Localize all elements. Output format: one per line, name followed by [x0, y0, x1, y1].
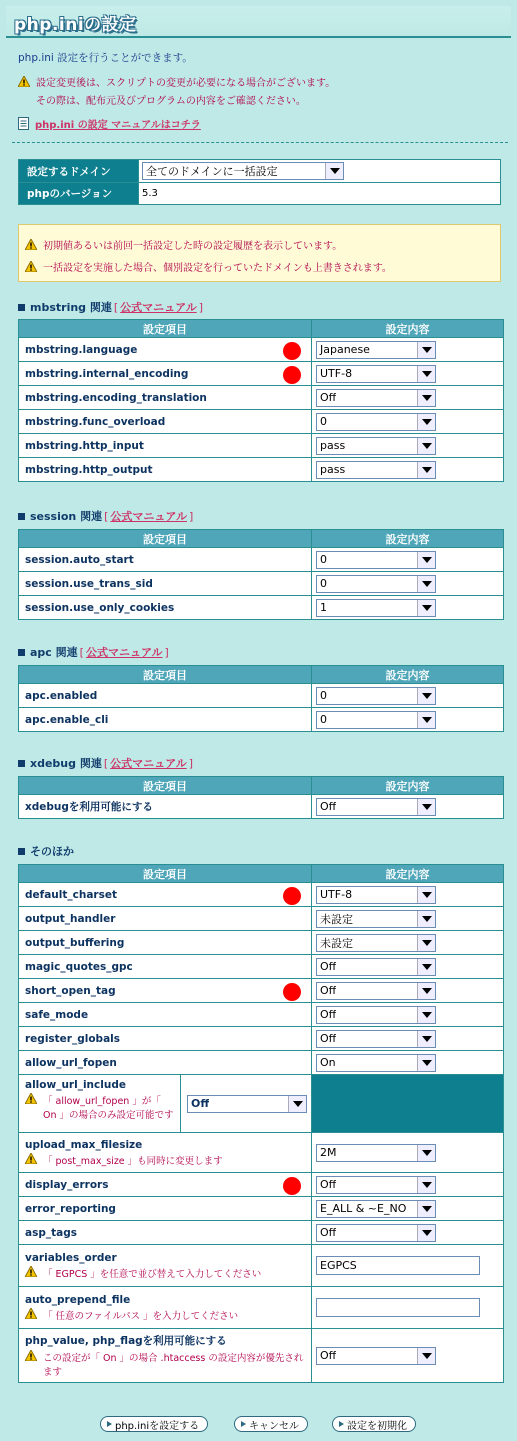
select-value: Off — [320, 984, 337, 997]
chevron-down-icon — [417, 1031, 435, 1047]
table-row — [19, 1003, 504, 1027]
table-row — [19, 434, 504, 458]
section-heading-session: session 関連 [ 公式マニュアル ] — [18, 508, 193, 524]
select-value: Off — [320, 1008, 337, 1021]
arrow-right-icon — [339, 1421, 344, 1427]
chevron-down-icon — [417, 552, 435, 568]
select-value: 0 — [320, 713, 327, 726]
warning-icon — [25, 239, 37, 250]
table-row — [19, 386, 504, 410]
setting-note — [25, 1093, 174, 1121]
table-row — [19, 548, 504, 572]
note-text: 「 EGPCS 」を任意で並び替えて入力してください — [43, 1268, 262, 1280]
warning-text-2: その際は、配布元及びプログラムの内容をご確認ください。 — [36, 96, 306, 107]
warning-line-2 — [36, 92, 306, 107]
table-row — [19, 1173, 504, 1197]
manual-link-session[interactable]: 公式マニュアル — [110, 510, 187, 523]
chevron-down-icon — [417, 462, 435, 478]
chevron-down-icon — [417, 576, 435, 592]
setting-select[interactable] — [316, 934, 436, 952]
warning-icon — [25, 1308, 37, 1319]
variables-order-input[interactable] — [316, 1256, 480, 1275]
setting-key: register_globals — [25, 1032, 121, 1045]
setting-select[interactable] — [316, 413, 436, 431]
chevron-down-icon — [417, 600, 435, 616]
col-header-item: 設定項目 — [19, 865, 312, 883]
warning-icon — [25, 261, 37, 272]
intro-text: php.ini 設定を行うことができます。 — [18, 52, 193, 64]
version-label: phpのバージョン — [19, 183, 139, 205]
select-value: 1 — [320, 601, 327, 614]
setting-select[interactable] — [316, 1030, 436, 1048]
note-text: 「 post_max_size 」も同時に変更します — [43, 1155, 223, 1167]
auto-prepend-input[interactable] — [316, 1298, 480, 1317]
setting-key: magic_quotes_gpc — [25, 960, 133, 973]
setting-key: output_handler — [25, 912, 116, 925]
chevron-down-icon — [417, 438, 435, 454]
table-row — [19, 362, 504, 386]
section-heading-apc: apc 関連 [ 公式マニュアル ] — [18, 644, 169, 660]
setting-key: mbstring.encoding_translation — [25, 391, 207, 404]
table-row — [19, 1133, 504, 1173]
chevron-down-icon — [417, 935, 435, 951]
col-header-value: 設定内容 — [312, 530, 504, 548]
select-value: Off — [320, 800, 337, 813]
setting-key: php_value, php_flagを利用可能にする — [25, 1335, 227, 1347]
reset-button[interactable] — [332, 1416, 416, 1432]
cancel-button[interactable] — [234, 1416, 308, 1432]
setting-note — [25, 1350, 305, 1378]
col-header-item: 設定項目 — [19, 777, 312, 795]
select-value: 0 — [320, 689, 327, 702]
chevron-down-icon — [417, 1177, 435, 1193]
select-value: Off — [191, 1097, 210, 1110]
note-text: 「 allow_url_fopen 」が「 On 」の場合のみ設定可能です — [43, 1096, 174, 1121]
chevron-down-icon — [417, 1201, 435, 1217]
warning-icon — [25, 1093, 37, 1104]
chevron-down-icon — [417, 390, 435, 406]
col-header-value: 設定内容 — [312, 777, 504, 795]
section-heading-mbstring: mbstring 関連 [ 公式マニュアル ] — [18, 299, 203, 315]
warning-icon — [25, 1153, 37, 1164]
chevron-down-icon — [417, 911, 435, 927]
manual-link[interactable] — [18, 116, 201, 131]
arrow-right-icon — [241, 1421, 246, 1427]
setting-select[interactable] — [316, 1006, 436, 1024]
table-row — [19, 1051, 504, 1075]
setting-key: apc.enabled — [25, 689, 98, 702]
chevron-down-icon — [417, 983, 435, 999]
manual-link-text[interactable]: php.ini の設定 マニュアルはコチラ — [35, 120, 201, 131]
setting-select[interactable] — [187, 1095, 307, 1113]
table-row — [19, 410, 504, 434]
setting-key: asp_tags — [25, 1226, 77, 1239]
domain-select-value: 全てのドメインに一括設定 — [146, 165, 278, 178]
setting-key: mbstring.internal_encoding — [25, 367, 189, 380]
setting-note — [25, 1266, 305, 1280]
setting-key: short_open_tag — [25, 984, 116, 997]
select-value: Off — [320, 960, 337, 973]
other-table — [18, 864, 504, 1383]
col-header-item: 設定項目 — [19, 320, 312, 338]
setting-key: display_errors — [25, 1178, 109, 1191]
warning-text-1: 設定変更後は、スクリプトの変更が必要になる場合がございます。 — [36, 78, 336, 89]
section-title: mbstring 関連 — [30, 301, 112, 314]
table-row — [19, 883, 504, 907]
setting-select[interactable] — [316, 910, 436, 928]
select-value: 未設定 — [320, 936, 353, 950]
select-value: 0 — [320, 577, 327, 590]
setting-select[interactable] — [316, 551, 436, 569]
required-dot — [283, 887, 301, 905]
setting-select[interactable] — [316, 687, 436, 705]
chevron-down-icon — [288, 1096, 306, 1112]
select-value: UTF-8 — [320, 888, 353, 901]
required-dot — [283, 366, 301, 384]
setting-key: session.use_only_cookies — [25, 601, 175, 614]
select-value: 2M — [320, 1146, 337, 1159]
reset-button-label: 設定を初期化 — [347, 1420, 407, 1432]
notice-line-2 — [25, 259, 392, 274]
mbstring-table — [18, 319, 504, 482]
table-row — [19, 338, 504, 362]
select-value: Japanese — [320, 343, 370, 356]
setting-select[interactable] — [316, 341, 436, 359]
section-heading-xdebug: xdebug 関連 [ 公式マニュアル ] — [18, 755, 193, 771]
required-dot — [283, 1177, 301, 1195]
table-row — [19, 1075, 504, 1133]
chevron-down-icon — [417, 959, 435, 975]
setting-select[interactable] — [316, 461, 436, 479]
table-row — [19, 1287, 504, 1329]
setting-select[interactable] — [316, 1224, 436, 1242]
setting-key: mbstring.http_output — [25, 463, 153, 476]
col-header-value: 設定内容 — [312, 320, 504, 338]
document-icon — [18, 117, 29, 130]
col-header-item: 設定項目 — [19, 666, 312, 684]
chevron-down-icon — [417, 1225, 435, 1241]
page-title: php.iniの設定 — [14, 15, 137, 35]
domain-table — [18, 159, 501, 205]
setting-key: auto_prepend_file — [25, 1293, 131, 1306]
notice-text-1: 初期値あるいは前回一括設定した時の設定履歴を表示しています。 — [43, 241, 343, 252]
setting-select[interactable] — [316, 1200, 436, 1218]
col-header-value: 設定内容 — [312, 666, 504, 684]
select-value: Off — [320, 391, 337, 404]
chevron-down-icon — [417, 799, 435, 815]
required-dot — [283, 983, 301, 1001]
setting-key: mbstring.http_input — [25, 439, 144, 452]
divider — [12, 142, 508, 143]
section-title: そのほか — [30, 845, 74, 858]
table-row — [19, 1027, 504, 1051]
select-value: Off — [320, 1349, 337, 1362]
section-title: session 関連 — [30, 510, 103, 523]
note-text: 「 任意のファイルパス 」を入力してください — [43, 1310, 239, 1322]
version-value: 5.3 — [139, 183, 501, 205]
select-value: Off — [320, 1226, 337, 1239]
setting-select[interactable] — [316, 958, 436, 976]
required-dot — [283, 342, 301, 360]
warning-icon — [25, 1266, 37, 1277]
table-row — [19, 1245, 504, 1287]
setting-key: output_buffering — [25, 936, 125, 949]
setting-note — [25, 1153, 305, 1167]
apc-table — [18, 665, 504, 732]
setting-key: session.auto_start — [25, 553, 134, 566]
setting-select[interactable] — [316, 1054, 436, 1072]
table-row — [19, 458, 504, 482]
table-row — [19, 572, 504, 596]
select-value: Off — [320, 1178, 337, 1191]
select-value: 未設定 — [320, 912, 353, 926]
notice-text-2: 一括設定を実施した場合、個別設定を行っていたドメインも上書きされます。 — [43, 263, 392, 274]
setting-key: xdebugを利用可能にする — [25, 801, 153, 813]
col-header-value: 設定内容 — [312, 865, 504, 883]
domain-label: 設定するドメイン — [19, 160, 139, 183]
session-table — [18, 529, 504, 620]
xdebug-table — [18, 776, 504, 819]
setting-key: upload_max_filesize — [25, 1138, 143, 1151]
setting-key: mbstring.language — [25, 343, 138, 356]
chevron-down-icon — [417, 342, 435, 358]
chevron-down-icon — [417, 712, 435, 728]
select-value: UTF-8 — [320, 367, 353, 380]
chevron-down-icon — [417, 1055, 435, 1071]
chevron-down-icon — [417, 414, 435, 430]
table-row — [19, 979, 504, 1003]
chevron-down-icon — [325, 163, 343, 179]
table-row — [19, 795, 504, 819]
title-bar — [6, 6, 511, 38]
col-header-item: 設定項目 — [19, 530, 312, 548]
setting-key: allow_url_include — [25, 1079, 126, 1091]
setting-note — [25, 1308, 305, 1322]
warning-icon — [18, 76, 30, 87]
select-value: 0 — [320, 415, 327, 428]
section-title: xdebug 関連 — [30, 757, 102, 770]
select-value: pass — [320, 439, 346, 452]
manual-link-xdebug[interactable]: 公式マニュアル — [110, 757, 187, 770]
select-value: Off — [320, 1032, 337, 1045]
section-heading-other — [18, 843, 74, 859]
setting-select[interactable] — [316, 1347, 436, 1365]
arrow-right-icon — [107, 1421, 112, 1427]
select-value: On — [320, 1056, 336, 1069]
setting-key: mbstring.func_overload — [25, 415, 166, 428]
submit-button-label: php.iniを設定する — [115, 1420, 200, 1432]
setting-select[interactable] — [316, 1144, 436, 1162]
setting-select[interactable] — [316, 886, 436, 904]
notice-line-1 — [25, 237, 342, 252]
setting-key: error_reporting — [25, 1202, 116, 1215]
submit-button[interactable] — [100, 1416, 208, 1432]
note-text: この設定が「 On 」の場合 .htaccess の設定内容が優先されます — [43, 1353, 304, 1378]
setting-select[interactable] — [316, 798, 436, 816]
table-row — [19, 955, 504, 979]
warning-icon — [25, 1350, 37, 1361]
warning-line-1 — [18, 74, 335, 89]
select-value: 0 — [320, 553, 327, 566]
setting-select[interactable] — [316, 711, 436, 729]
setting-select[interactable] — [316, 1176, 436, 1194]
disabled-cell — [312, 1075, 504, 1133]
manual-link-apc[interactable]: 公式マニュアル — [85, 646, 163, 659]
table-row — [19, 1221, 504, 1245]
setting-key: safe_mode — [25, 1008, 89, 1021]
setting-select[interactable] — [316, 982, 436, 1000]
table-row — [19, 931, 504, 955]
chevron-down-icon — [417, 1348, 435, 1364]
setting-select[interactable] — [316, 599, 436, 617]
table-row — [19, 684, 504, 708]
setting-select[interactable] — [316, 365, 436, 383]
manual-link-mbstring[interactable]: 公式マニュアル — [120, 301, 197, 314]
table-row — [19, 708, 504, 732]
table-row — [19, 1197, 504, 1221]
domain-select[interactable] — [142, 162, 344, 180]
select-value: E_ALL & ~E_NO — [320, 1202, 407, 1215]
table-row — [19, 907, 504, 931]
section-title: apc 関連 — [30, 646, 78, 659]
select-value: pass — [320, 463, 346, 476]
table-row — [19, 1329, 504, 1383]
chevron-down-icon — [417, 1007, 435, 1023]
chevron-down-icon — [417, 1145, 435, 1161]
setting-select[interactable] — [316, 389, 436, 407]
setting-key: apc.enable_cli — [25, 713, 109, 726]
chevron-down-icon — [417, 688, 435, 704]
chevron-down-icon — [417, 887, 435, 903]
chevron-down-icon — [417, 366, 435, 382]
setting-key: allow_url_fopen — [25, 1056, 117, 1069]
notice-box — [18, 224, 501, 282]
setting-key: variables_order — [25, 1251, 117, 1264]
setting-select[interactable] — [316, 575, 436, 593]
cancel-button-label: キャンセル — [249, 1420, 299, 1432]
setting-key: default_charset — [25, 888, 117, 901]
table-row — [19, 596, 504, 620]
setting-key: session.use_trans_sid — [25, 577, 153, 590]
setting-select[interactable] — [316, 437, 436, 455]
